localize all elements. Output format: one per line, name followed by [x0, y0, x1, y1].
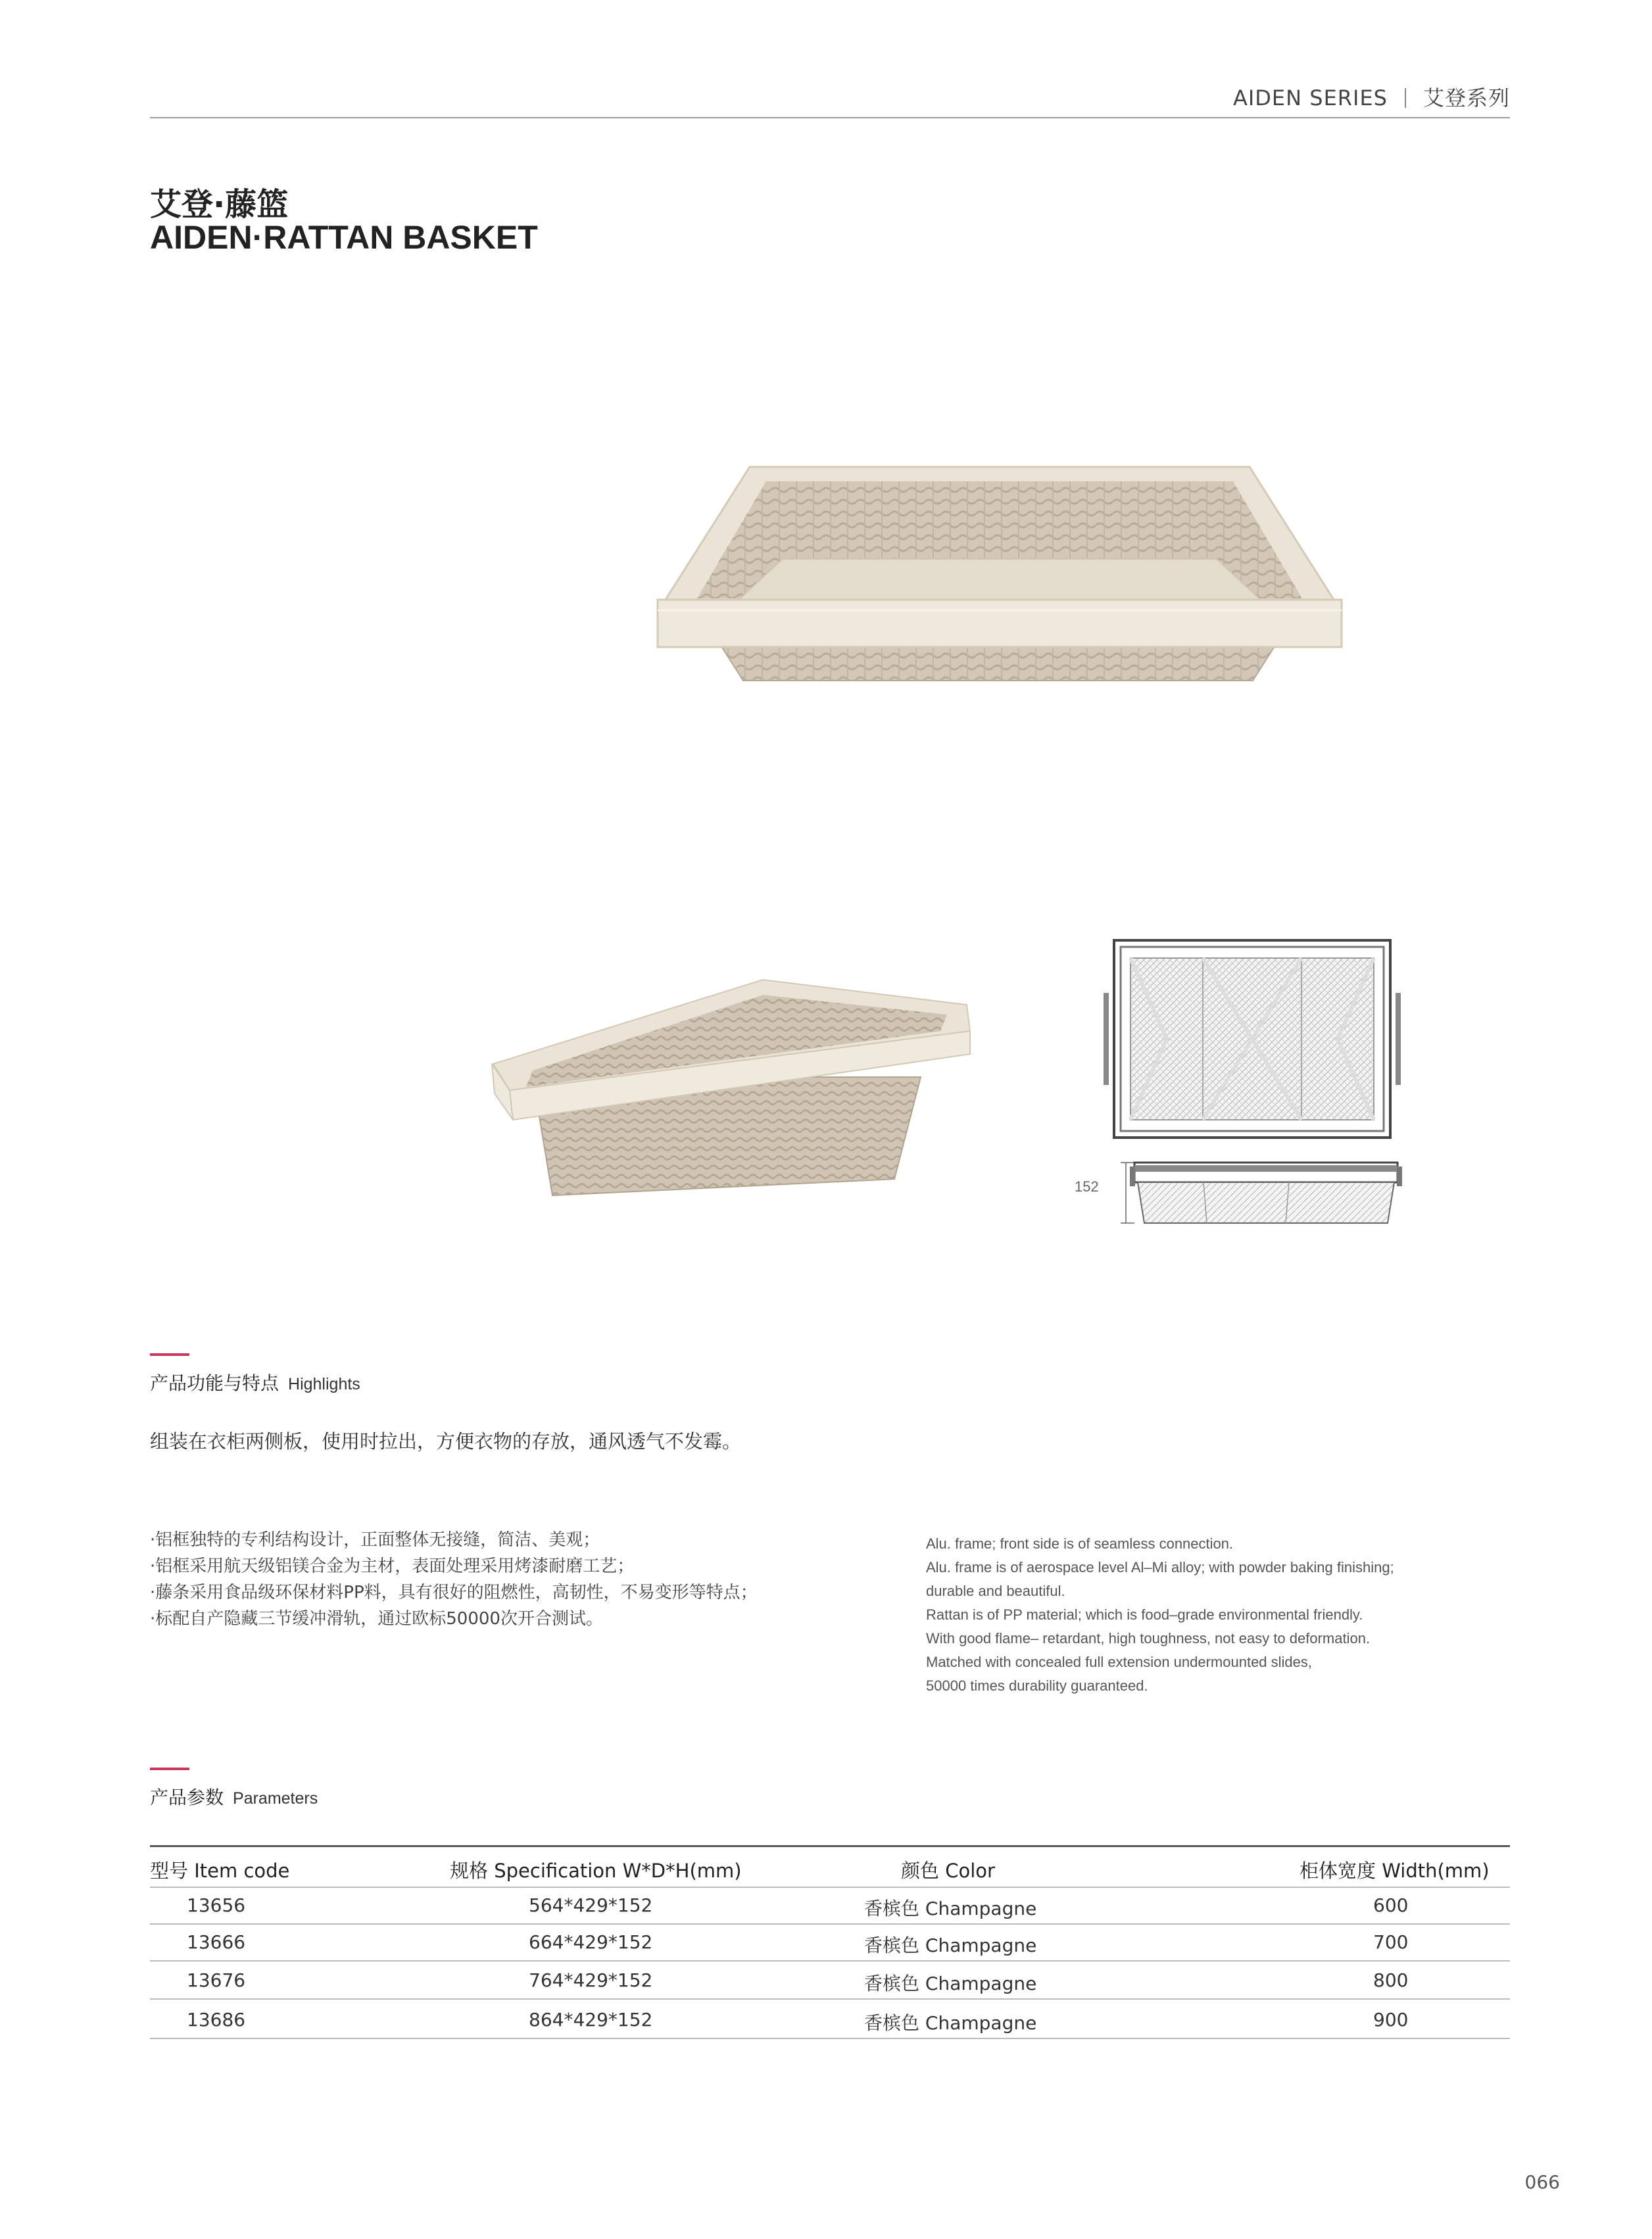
table-row: [150, 1888, 1510, 1925]
features-en-list: [926, 1532, 1518, 1698]
page-header: [150, 82, 1510, 118]
highlights-accent-bar: [150, 1353, 189, 1356]
header-rule: [150, 117, 1510, 118]
color-cell: 香槟色 Champagne: [864, 2012, 1037, 2034]
parameters-title-cn: 产品参数: [150, 1787, 224, 1808]
top-view-drawing: [1094, 937, 1410, 1147]
table-header-row: [150, 1847, 1510, 1888]
spec-cell: 864*429*152: [529, 2009, 653, 2031]
angled-product-image: [487, 978, 973, 1202]
feature-cn-item: ·铝框采用航天级铝镁合金为主材，表面处理采用烤漆耐磨工艺；: [150, 1556, 635, 1576]
series-cn: 艾登系列: [1422, 85, 1510, 110]
feature-en-line: Alu. frame is of aerospace level Al–Mi alloy; with powder baking finishing;: [926, 1559, 1394, 1576]
item-code-cell: 13666: [187, 1931, 246, 1953]
table-row: [150, 1962, 1510, 2000]
feature-en-line: Rattan is of PP material; which is food–grade environmental friendly.: [926, 1606, 1363, 1623]
column-header: 颜色 Color: [901, 1860, 995, 1882]
main-product-image: [651, 460, 1348, 690]
width-cell: 800: [1373, 1969, 1409, 1991]
feature-cn-item: ·藤条采用食品级环保材料PP料，具有很好的阻燃性，高韧性，不易变形等特点；: [150, 1583, 758, 1602]
column-header: 规格 Specification W*D*H(mm): [450, 1860, 742, 1882]
table-row: [150, 2000, 1510, 2039]
page-number: 066: [1524, 2171, 1560, 2193]
spec-cell: 564*429*152: [529, 1894, 653, 1916]
feature-en-line: Alu. frame; front side is of seamless connection.: [926, 1535, 1234, 1552]
width-cell: 700: [1373, 1931, 1409, 1953]
highlights-title-en: Highlights: [288, 1375, 360, 1393]
spec-cell: 664*429*152: [529, 1931, 653, 1953]
highlights-heading: [150, 1369, 360, 1395]
item-code-cell: 13686: [187, 2009, 246, 2031]
features-cn-list: [150, 1527, 906, 1632]
height-dimension-label: 152: [1075, 1178, 1099, 1195]
column-header: 型号 Item code: [150, 1860, 290, 1882]
series-label: [1233, 82, 1510, 112]
header-divider: [1405, 88, 1406, 108]
parameters-accent-bar: [150, 1768, 189, 1770]
width-cell: 900: [1373, 2009, 1409, 2031]
feature-en-line: Matched with concealed full extension undermounted slides,: [926, 1654, 1313, 1670]
color-cell: 香槟色 Champagne: [864, 1898, 1037, 1919]
feature-cn-item: ·标配自产隐藏三节缓冲滑轨，通过欧标50000次开合测试。: [150, 1609, 603, 1629]
parameters-heading: [150, 1783, 318, 1810]
item-code-cell: 13676: [187, 1969, 246, 1991]
item-code-cell: 13656: [187, 1894, 246, 1916]
color-cell: 香槟色 Champagne: [864, 1973, 1037, 1994]
feature-en-line: 50000 times durability guaranteed.: [926, 1677, 1148, 1694]
spec-cell: 764*429*152: [529, 1969, 653, 1991]
color-cell: 香槟色 Champagne: [864, 1935, 1037, 1956]
width-cell: 600: [1373, 1894, 1409, 1916]
highlights-intro: 组装在衣柜两侧板，使用时拉出，方便衣物的存放，通风透气不发霉。: [150, 1430, 742, 1453]
parameters-title-en: Parameters: [233, 1789, 318, 1808]
series-en: AIDEN SERIES: [1232, 85, 1388, 110]
side-view-drawing: [1072, 1157, 1414, 1230]
feature-cn-item: ·铝框独特的专利结构设计，正面整体无接缝，简洁、美观；: [150, 1530, 600, 1550]
product-title-en: AIDEN·RATTAN BASKET: [150, 219, 538, 256]
feature-en-line: With good flame– retardant, high toughness, not easy to deformation.: [926, 1630, 1371, 1647]
highlights-title-cn: 产品功能与特点: [150, 1372, 279, 1394]
table-row: [150, 1925, 1510, 1962]
column-header: 柜体宽度 Width(mm): [1300, 1860, 1490, 1882]
product-title-cn: 艾登·藤篮: [150, 186, 289, 223]
feature-en-line: durable and beautiful.: [926, 1583, 1065, 1599]
